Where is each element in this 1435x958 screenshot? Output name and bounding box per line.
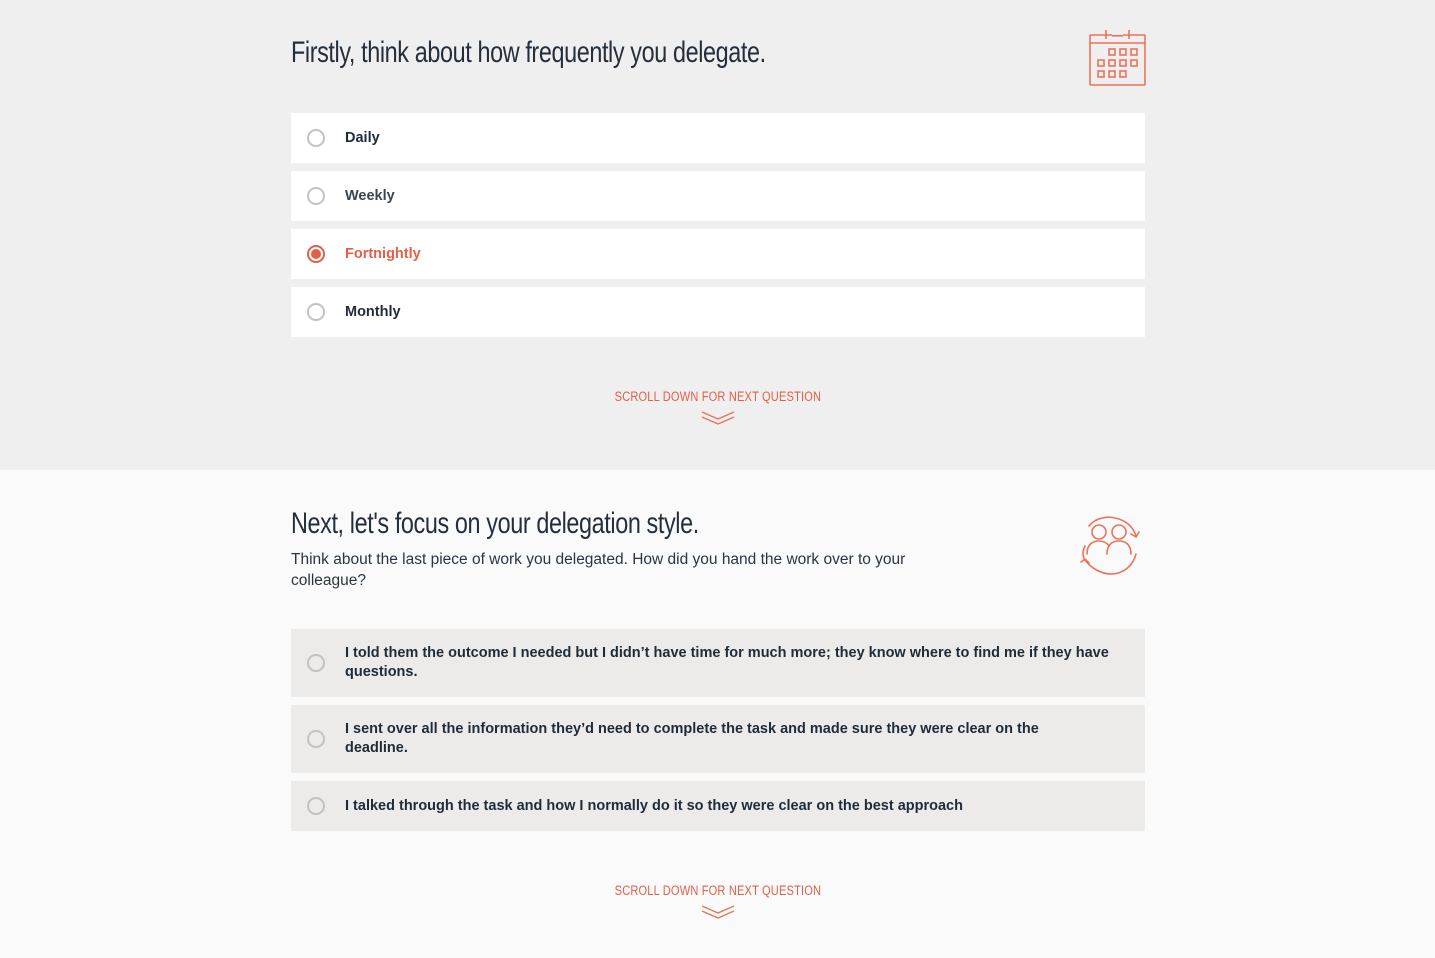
chevron-down-icon bbox=[701, 410, 735, 426]
question-2-title: Next, let's focus on your delegation style. bbox=[291, 507, 699, 540]
option-label: Weekly bbox=[345, 188, 395, 204]
radio-button[interactable] bbox=[307, 730, 325, 748]
scroll-hint-text: SCROLL DOWN FOR NEXT QUESTION bbox=[614, 389, 821, 404]
radio-button-selected[interactable] bbox=[307, 245, 325, 263]
radio-button[interactable] bbox=[307, 654, 325, 672]
option-fortnightly[interactable] bbox=[291, 229, 1145, 279]
radio-button[interactable] bbox=[307, 129, 325, 147]
option-weekly[interactable] bbox=[291, 171, 1145, 221]
scroll-hint-text: SCROLL DOWN FOR NEXT QUESTION bbox=[614, 883, 821, 898]
scroll-hint[interactable] bbox=[0, 388, 1435, 426]
option-label: I told them the outcome I needed but I didn’t have time for much more; they know where to find me if they have questions. bbox=[345, 645, 1109, 680]
option-talked-through[interactable] bbox=[291, 781, 1145, 831]
option-label: I talked through the task and how I normally do it so they were clear on the best approach bbox=[345, 798, 963, 814]
option-daily[interactable] bbox=[291, 113, 1145, 163]
chevron-down-icon bbox=[701, 904, 735, 920]
radio-button[interactable] bbox=[307, 797, 325, 815]
option-monthly[interactable] bbox=[291, 287, 1145, 337]
option-label: Fortnightly bbox=[345, 246, 421, 262]
people-cycle-icon bbox=[1079, 516, 1146, 576]
question-2-subtitle: Think about the last piece of work you delegated. How did you hand the work over to your colleague? bbox=[291, 551, 906, 589]
option-label: Daily bbox=[345, 130, 380, 146]
calendar-icon bbox=[1089, 29, 1146, 86]
scroll-hint[interactable] bbox=[0, 882, 1435, 920]
option-outcome-only[interactable] bbox=[291, 629, 1145, 697]
option-label: I sent over all the information they’d need to complete the task and made sure they were clear on the deadline. bbox=[345, 721, 1039, 756]
question-1-title: Firstly, think about how frequently you delegate. bbox=[291, 36, 766, 69]
radio-button[interactable] bbox=[307, 303, 325, 321]
option-label: Monthly bbox=[345, 304, 401, 320]
radio-button[interactable] bbox=[307, 187, 325, 205]
option-all-information[interactable] bbox=[291, 705, 1145, 773]
